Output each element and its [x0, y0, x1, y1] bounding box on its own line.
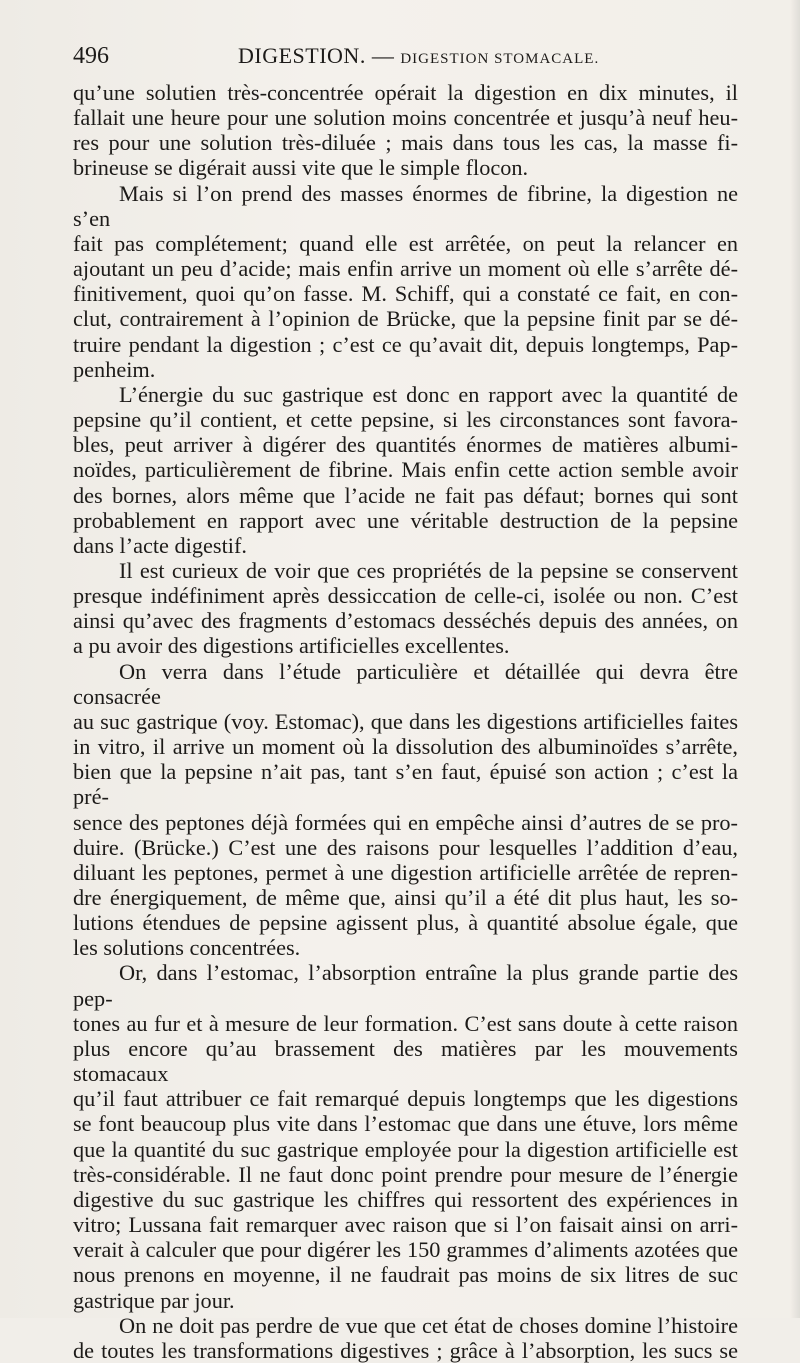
- text-line: penheim.: [73, 356, 156, 382]
- text-line: res pour une solution très-diluée ; mais dans tous les cas, la masse fi-: [73, 130, 738, 156]
- text-line: très-considérable. Il ne faut donc point prendre pour mesure de l’énergie: [73, 1161, 738, 1187]
- text-line: probablement en rapport avec une véritable destruction de la pepsine: [73, 507, 738, 533]
- text-line: les solutions concentrées.: [73, 935, 301, 961]
- text-line: digestive du suc gastrique les chiffres qui ressortent des expériences in: [73, 1186, 738, 1212]
- text-line: dre énergiquement, de même que, ainsi qu’il a été dit plus haut, les so-: [73, 885, 738, 910]
- text-line: Il est curieux de voir que ces propriétés de la pepsine se conservent: [119, 557, 738, 583]
- text-line: qu’une solutien très-concentrée opérait la digestion en dix minutes, il: [73, 80, 738, 105]
- text-line: brineuse se digérait aussi vite que le simple flocon.: [73, 155, 529, 181]
- text-line: truire pendant la digestion ; c’est ce qu’avait dit, depuis longtemps, Pap-: [73, 331, 738, 357]
- page-number: 496: [73, 43, 109, 69]
- text-line: duire. (Brücke.) C’est une des raisons pour lesquelles l’addition d’eau,: [73, 834, 738, 860]
- text-line: gastrique par jour.: [73, 1287, 235, 1313]
- text-line: clut, contrairement à l’opinion de Brücke, que la pepsine finit par se dé-: [73, 306, 738, 332]
- text-line: que la quantité du suc gastrique employée pour la digestion artificielle est: [73, 1136, 738, 1162]
- text-line: nous prenons en moyenne, il ne faudrait pas moins de six litres de suc: [73, 1262, 738, 1288]
- text-line: ainsi qu’avec des fragments d’estomacs desséchés depuis des années, on: [73, 608, 738, 634]
- text-line: noïdes, particulièrement de fibrine. Mais enfin cette action semble avoir: [73, 457, 738, 483]
- text-line: verait à calculer que pour digérer les 150 grammes d’aliments azotées que: [73, 1237, 738, 1263]
- text-line: sence des peptones déjà formées qui en empêche ainsi d’autres de se pro-: [73, 809, 738, 835]
- text-line: qu’il faut attribuer ce fait remarqué depuis longtemps que les digestions: [73, 1086, 738, 1112]
- text-line: a pu avoir des digestions artificielles excellentes.: [73, 633, 510, 659]
- running-head-title: [238, 41, 599, 74]
- text-line: au suc gastrique (voy. Estomac), que dans les digestions artificielles faites: [73, 708, 738, 734]
- text-line: plus encore qu’au brassement des matières par les mouvements stomacaux: [73, 1035, 738, 1087]
- text-line: Mais si l’on prend des masses énormes de fibrine, la digestion ne s’en: [73, 180, 738, 231]
- text-line: diluant les peptones, permet à une digestion artificielle arrêtée de repren-: [73, 859, 738, 885]
- text-line: in vitro, il arrive un moment où la dissolution des albuminoïdes s’arrête,: [73, 734, 738, 760]
- body-text: [73, 80, 738, 1363]
- text-line: lutions étendues de pepsine agissent plus, à quantité absolue égale, que: [73, 910, 738, 936]
- text-line: des bornes, alors même que l’acide ne fait pas défaut; bornes qui sont: [73, 482, 738, 508]
- text-line: bien que la pepsine n’ait pas, tant s’en faut, épuisé son action ; c’est la pré-: [73, 759, 738, 810]
- title-dash: —: [371, 43, 395, 68]
- running-header: [73, 41, 738, 71]
- text-line: On ne doit pas perdre de vue que cet état de choses domine l’histoire: [119, 1312, 738, 1338]
- text-line: de toutes les transformations digestives ; grâce à l’absorption, les sucs se: [73, 1337, 738, 1363]
- text-line: On verra dans l’étude particulière et détaillée qui devra être consacrée: [73, 658, 738, 709]
- text-line: dans l’acte digestif.: [73, 532, 247, 558]
- text-line: se font beaucoup plus vite dans l’estomac que dans une étuve, lors même: [73, 1111, 738, 1137]
- text-line: L’énergie du suc gastrique est donc en rapport avec la quantité de: [119, 381, 738, 407]
- text-line: bles, peut arriver à digérer des quantités énormes de matières albumi-: [73, 432, 738, 458]
- text-line: finitivement, quoi qu’on fasse. M. Schiff, qui a constaté ce fait, en con-: [73, 281, 738, 307]
- page-edge-shadow: [790, 0, 800, 1318]
- text-line: Or, dans l’estomac, l’absorption entraîne la plus grande partie des pep-: [73, 960, 738, 1011]
- text-line: fait pas complétement; quand elle est arrêtée, on peut la relancer en: [73, 230, 738, 256]
- subsection-title: DIGESTION STOMACALE.: [400, 51, 600, 67]
- text-line: pepsine qu’il contient, et cette pepsine, si les circonstances sont favora-: [73, 407, 738, 433]
- text-line: fallait une heure pour une solution moins concentrée et jusqu’à neuf heu-: [73, 105, 738, 131]
- section-title: DIGESTION.: [238, 43, 366, 68]
- text-line: tones au fur et à mesure de leur formation. C’est sans doute à cette raison: [73, 1010, 738, 1036]
- text-line: presque indéfiniment après dessiccation de celle-ci, isolée ou non. C’est: [73, 583, 738, 609]
- text-line: vitro; Lussana fait remarquer avec raison que si l’on faisait ainsi on arri-: [73, 1212, 738, 1238]
- text-line: ajoutant un peu d’acide; mais enfin arrive un moment où elle s’arrête dé-: [73, 256, 738, 282]
